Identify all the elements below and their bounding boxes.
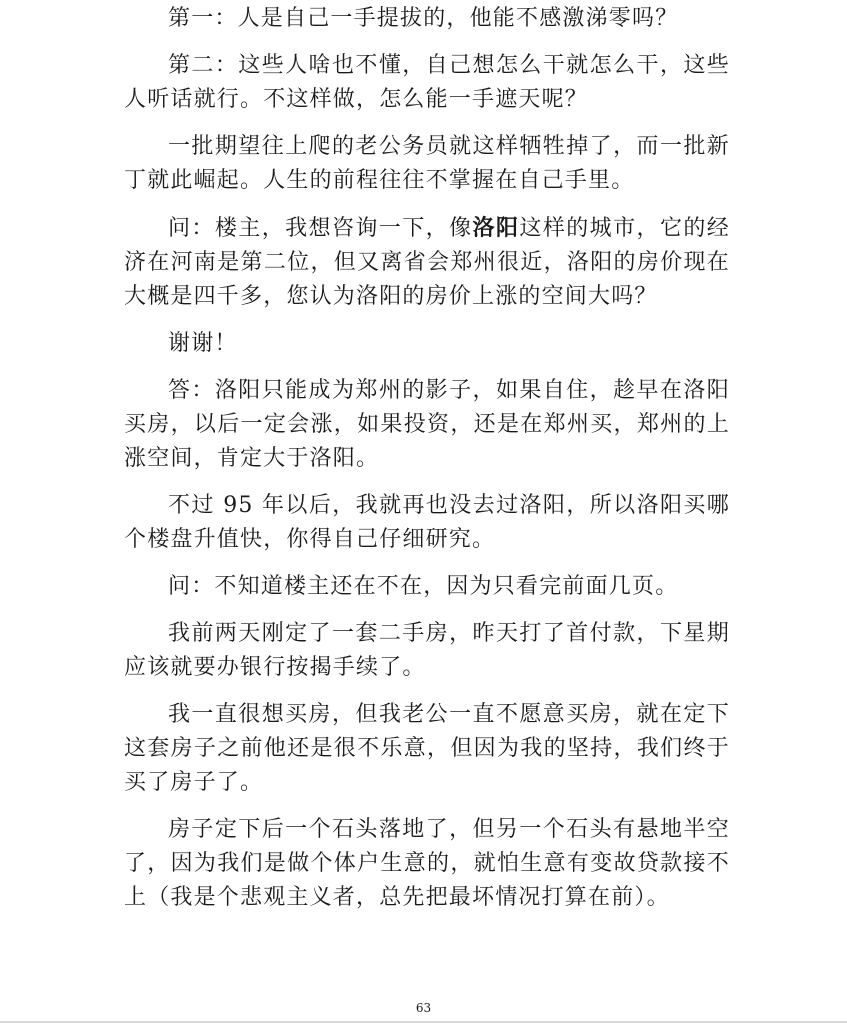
body-text: [124, 0, 730, 915]
paragraph-8: 问：不知道楼主还在不在，因为只看完前面几页。: [168, 574, 679, 599]
page-bottom-rule: [0, 1021, 847, 1023]
paragraph-2: 第二：这些人啥也不懂，自己想怎么干就怎么干，这些人听话就行。不这样做，怎么能一手遮天呢？: [124, 53, 730, 112]
paragraph-4-text-before: 问：楼主，我想咨询一下，像: [168, 216, 473, 241]
paragraph-9: 我前两天刚定了一套二手房，昨天打了首付款，下星期应该就要办银行按揭手续了。: [124, 621, 730, 680]
paragraph-4-text-after: 这样的城市，它的经济在河南是第二位，但又离省会郑州很近，洛阳的房价现在大概是四千多，您认为洛阳的房价上涨的空间大吗？: [124, 216, 730, 309]
paragraph-4: [124, 211, 730, 314]
paragraph-6: 答：洛阳只能成为郑州的影子，如果自住，趁早在洛阳买房，以后一定会涨，如果投资，还是在郑州买，郑州的上涨空间，肯定大于洛阳。: [124, 378, 730, 471]
paragraph-3: 一批期望往上爬的老公务员就这样牺牲掉了，而一批新丁就此崛起。人生的前程往往不掌握在自己手里。: [124, 134, 730, 193]
paragraph-10: 我一直很想买房，但我老公一直不愿意买房，就在定下这套房子之前他还是很不乐意，但因为我的坚持，我们终于买了房子了。: [124, 702, 730, 795]
paragraph-1: 第一：人是自己一手提拔的，他能不感激涕零吗？: [168, 6, 679, 31]
paragraph-11: 房子定下后一个石头落地了，但另一个石头有悬地半空了，因为我们是做个体户生意的，就怕生意有变故贷款接不上（我是个悲观主义者，总先把最坏情况打算在前）。: [124, 817, 730, 910]
paragraph-5: 谢谢！: [168, 331, 238, 356]
paragraph-7: 不过 95 年以后，我就再也没去过洛阳，所以洛阳买哪个楼盘升值快，你得自己仔细研究。: [124, 493, 730, 552]
paragraph-4-bold-city: 洛阳: [472, 215, 520, 241]
page-number: 63: [415, 1001, 432, 1015]
